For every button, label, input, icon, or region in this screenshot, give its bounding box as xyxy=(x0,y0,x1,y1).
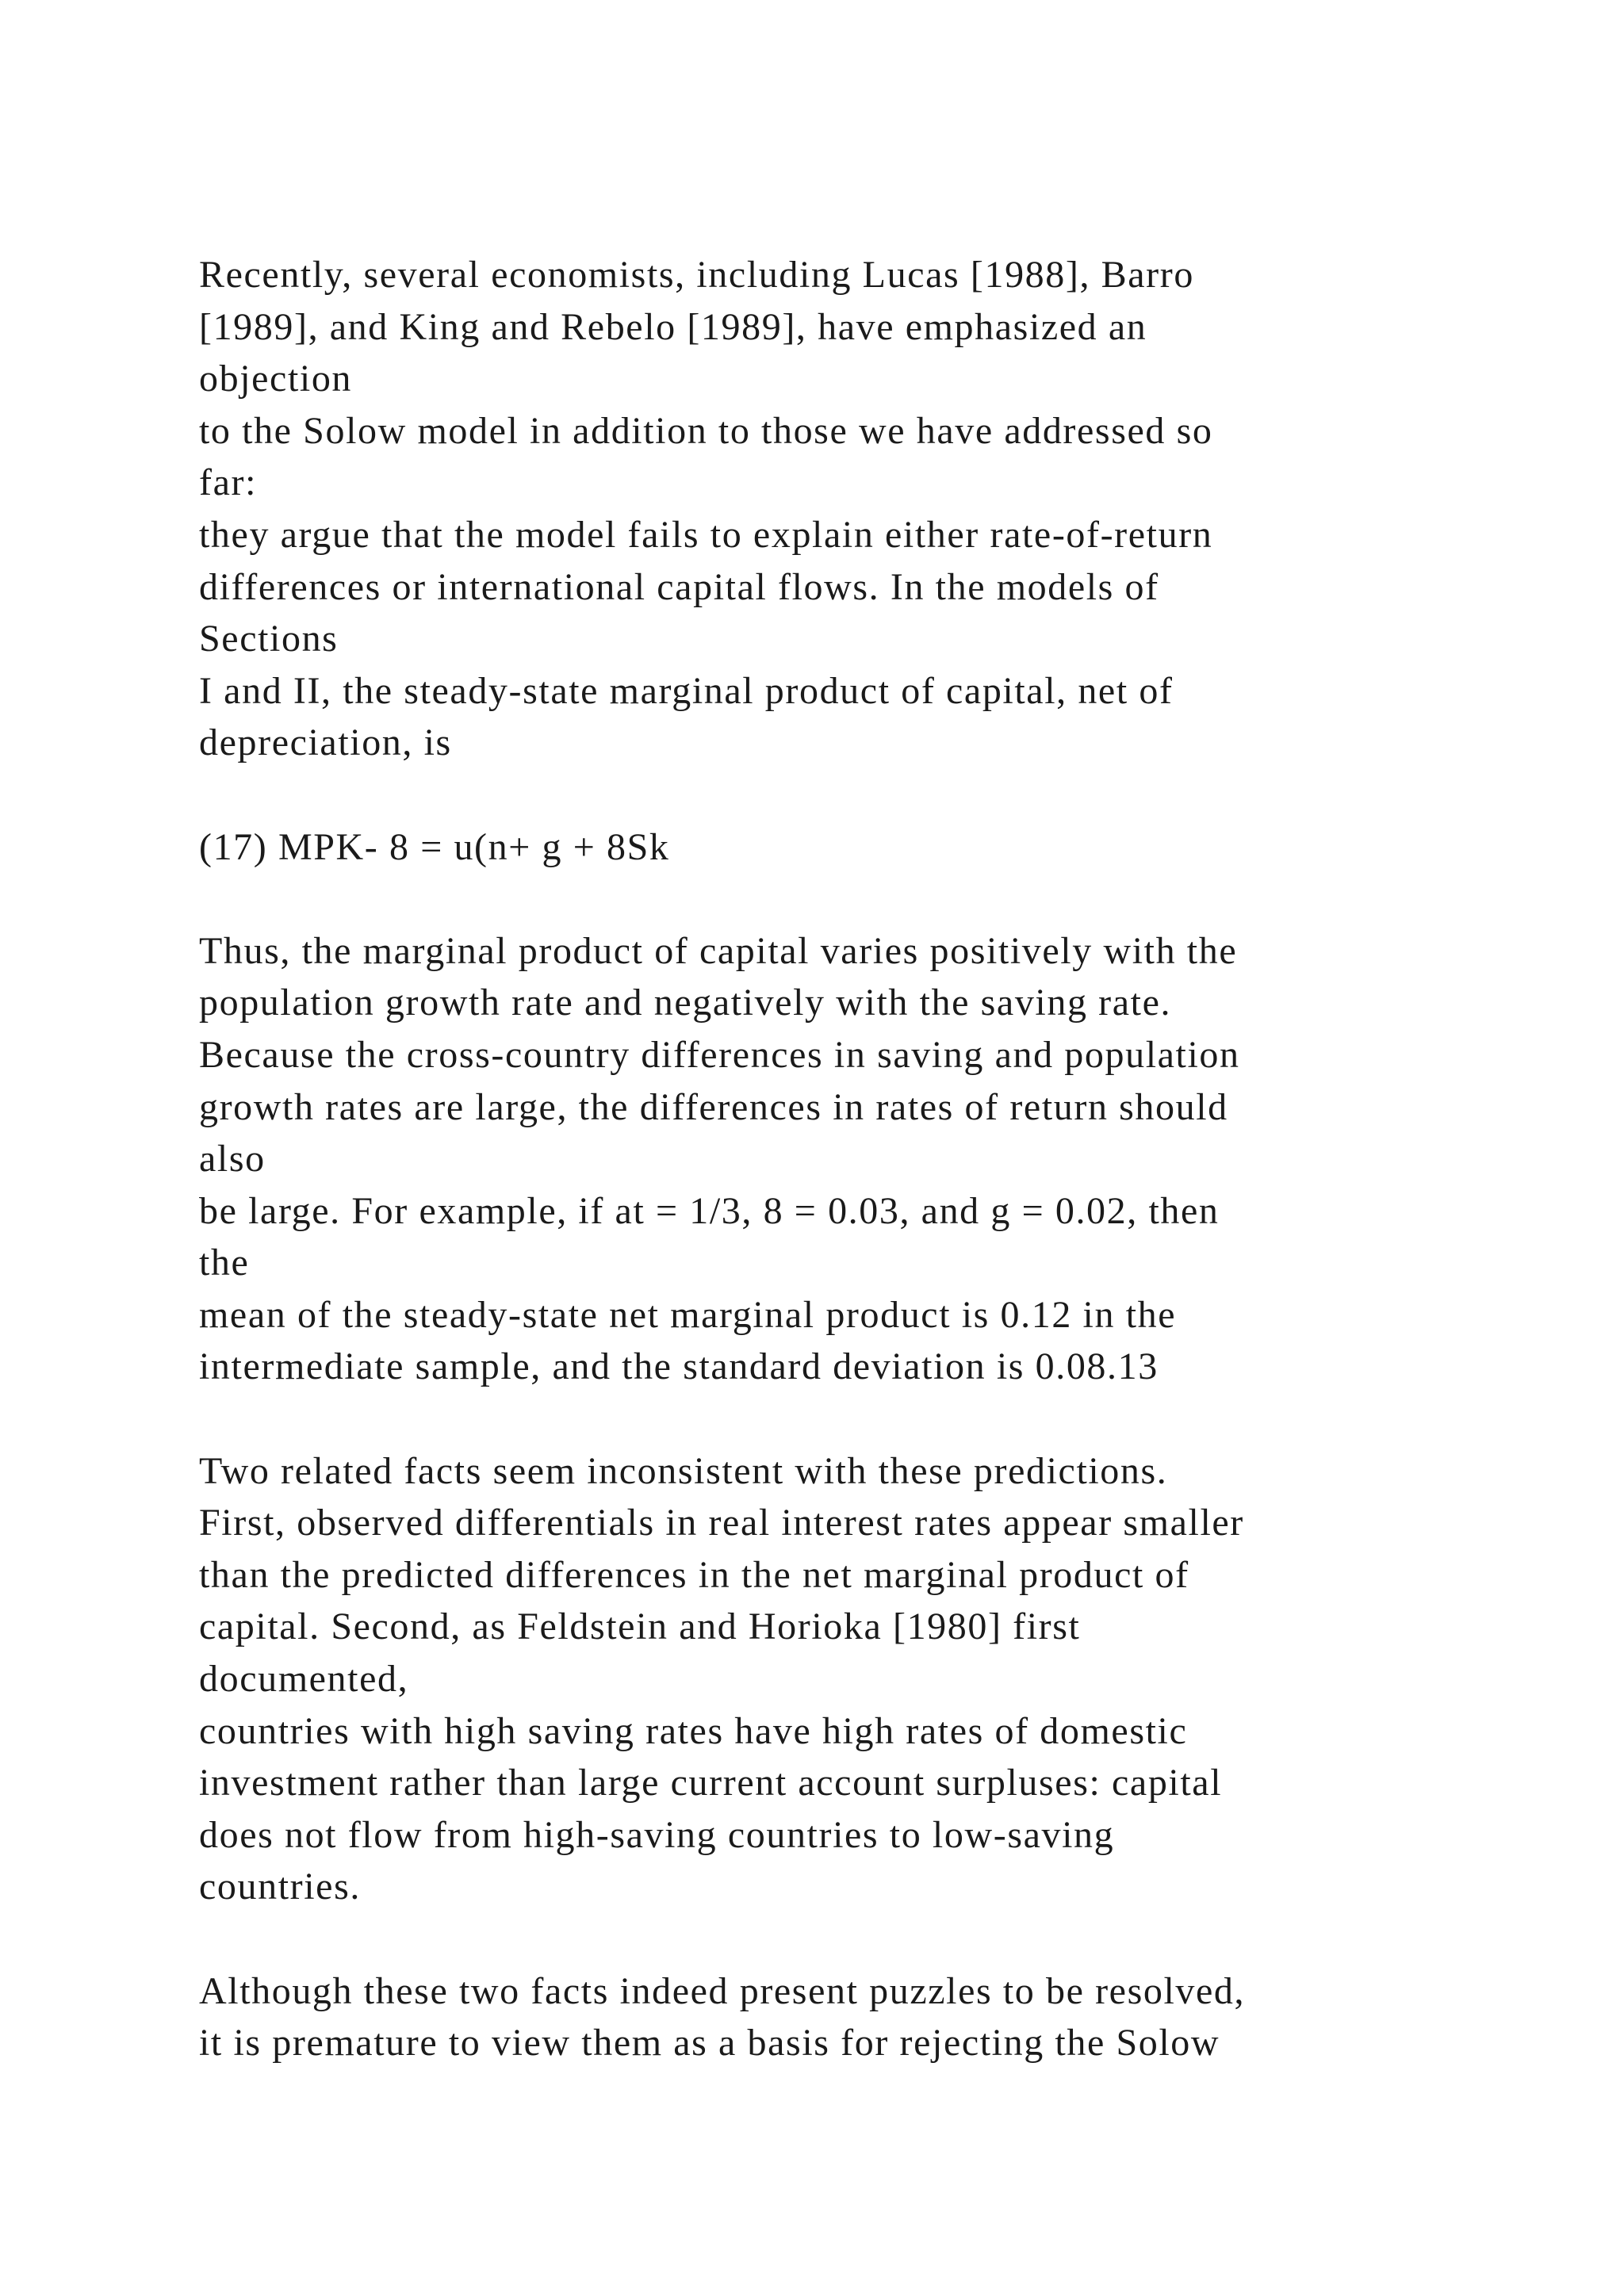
text-line: it is premature to view them as a basis for rejecting the Solow xyxy=(199,2022,1220,2064)
text-line: capital. Second, as Feldstein and Horioka [1980] first xyxy=(199,1605,1081,1648)
paragraph-spacer xyxy=(199,769,1595,821)
text-line: Thus, the marginal product of capital varies positively with the xyxy=(199,929,1238,972)
text-line: [1989], and King and Rebelo [1989], have emphasized an xyxy=(199,305,1147,348)
text-line: mean of the steady-state net marginal product is 0.12 in the xyxy=(199,1293,1177,1336)
paragraph-spacer xyxy=(199,1913,1595,1965)
paragraph-1 xyxy=(199,249,1595,769)
text-line: they argue that the model fails to explain either rate-of-return xyxy=(199,513,1213,556)
text-line: Two related facts seem inconsistent with these predictions. xyxy=(199,1449,1168,1492)
text-line: also xyxy=(199,1138,266,1181)
document-body xyxy=(199,249,1595,2069)
paragraph-spacer xyxy=(199,1393,1595,1445)
text-line: than the predicted differences in the net marginal product of xyxy=(199,1553,1189,1596)
text-line: population growth rate and negatively with the saving rate. xyxy=(199,982,1172,1024)
equation-17 xyxy=(199,821,1595,874)
text-line: countries with high saving rates have high rates of domestic xyxy=(199,1709,1188,1752)
text-line: the xyxy=(199,1242,250,1284)
text-line: growth rates are large, the differences in rates of return should xyxy=(199,1085,1228,1128)
text-line: intermediate sample, and the standard deviation is 0.08.13 xyxy=(199,1345,1159,1388)
text-line: depreciation, is xyxy=(199,721,452,764)
text-line: differences or international capital flows. In the models of xyxy=(199,565,1159,608)
text-line: documented, xyxy=(199,1658,409,1701)
text-line: be large. For example, if at = 1/3, 8 = 0.03, and g = 0.02, then xyxy=(199,1189,1220,1232)
text-line: I and II, the steady-state marginal product of capital, net of xyxy=(199,669,1174,712)
equation-line: (17) MPK- 8 = u(n+ g + 8Sk xyxy=(199,825,670,868)
text-line: far: xyxy=(199,461,258,504)
text-line: Recently, several economists, including Lucas [1988], Barro xyxy=(199,254,1194,296)
text-line: First, observed differentials in real interest rates appear smaller xyxy=(199,1502,1244,1544)
text-line: Although these two facts indeed present puzzles to be resolved, xyxy=(199,1969,1246,2012)
text-line: countries. xyxy=(199,1866,361,1908)
paragraph-spacer xyxy=(199,873,1595,925)
paragraph-5 xyxy=(199,1965,1595,2069)
text-line: to the Solow model in addition to those we have addressed so xyxy=(199,409,1213,452)
text-line: Because the cross-country differences in saving and population xyxy=(199,1033,1240,1076)
text-line: Sections xyxy=(199,618,339,660)
text-line: investment rather than large current account surpluses: capital xyxy=(199,1762,1223,1804)
paragraph-4 xyxy=(199,1445,1595,1913)
paragraph-3 xyxy=(199,925,1595,1393)
text-line: does not flow from high-saving countries to low-saving xyxy=(199,1813,1115,1856)
text-line: objection xyxy=(199,358,353,400)
